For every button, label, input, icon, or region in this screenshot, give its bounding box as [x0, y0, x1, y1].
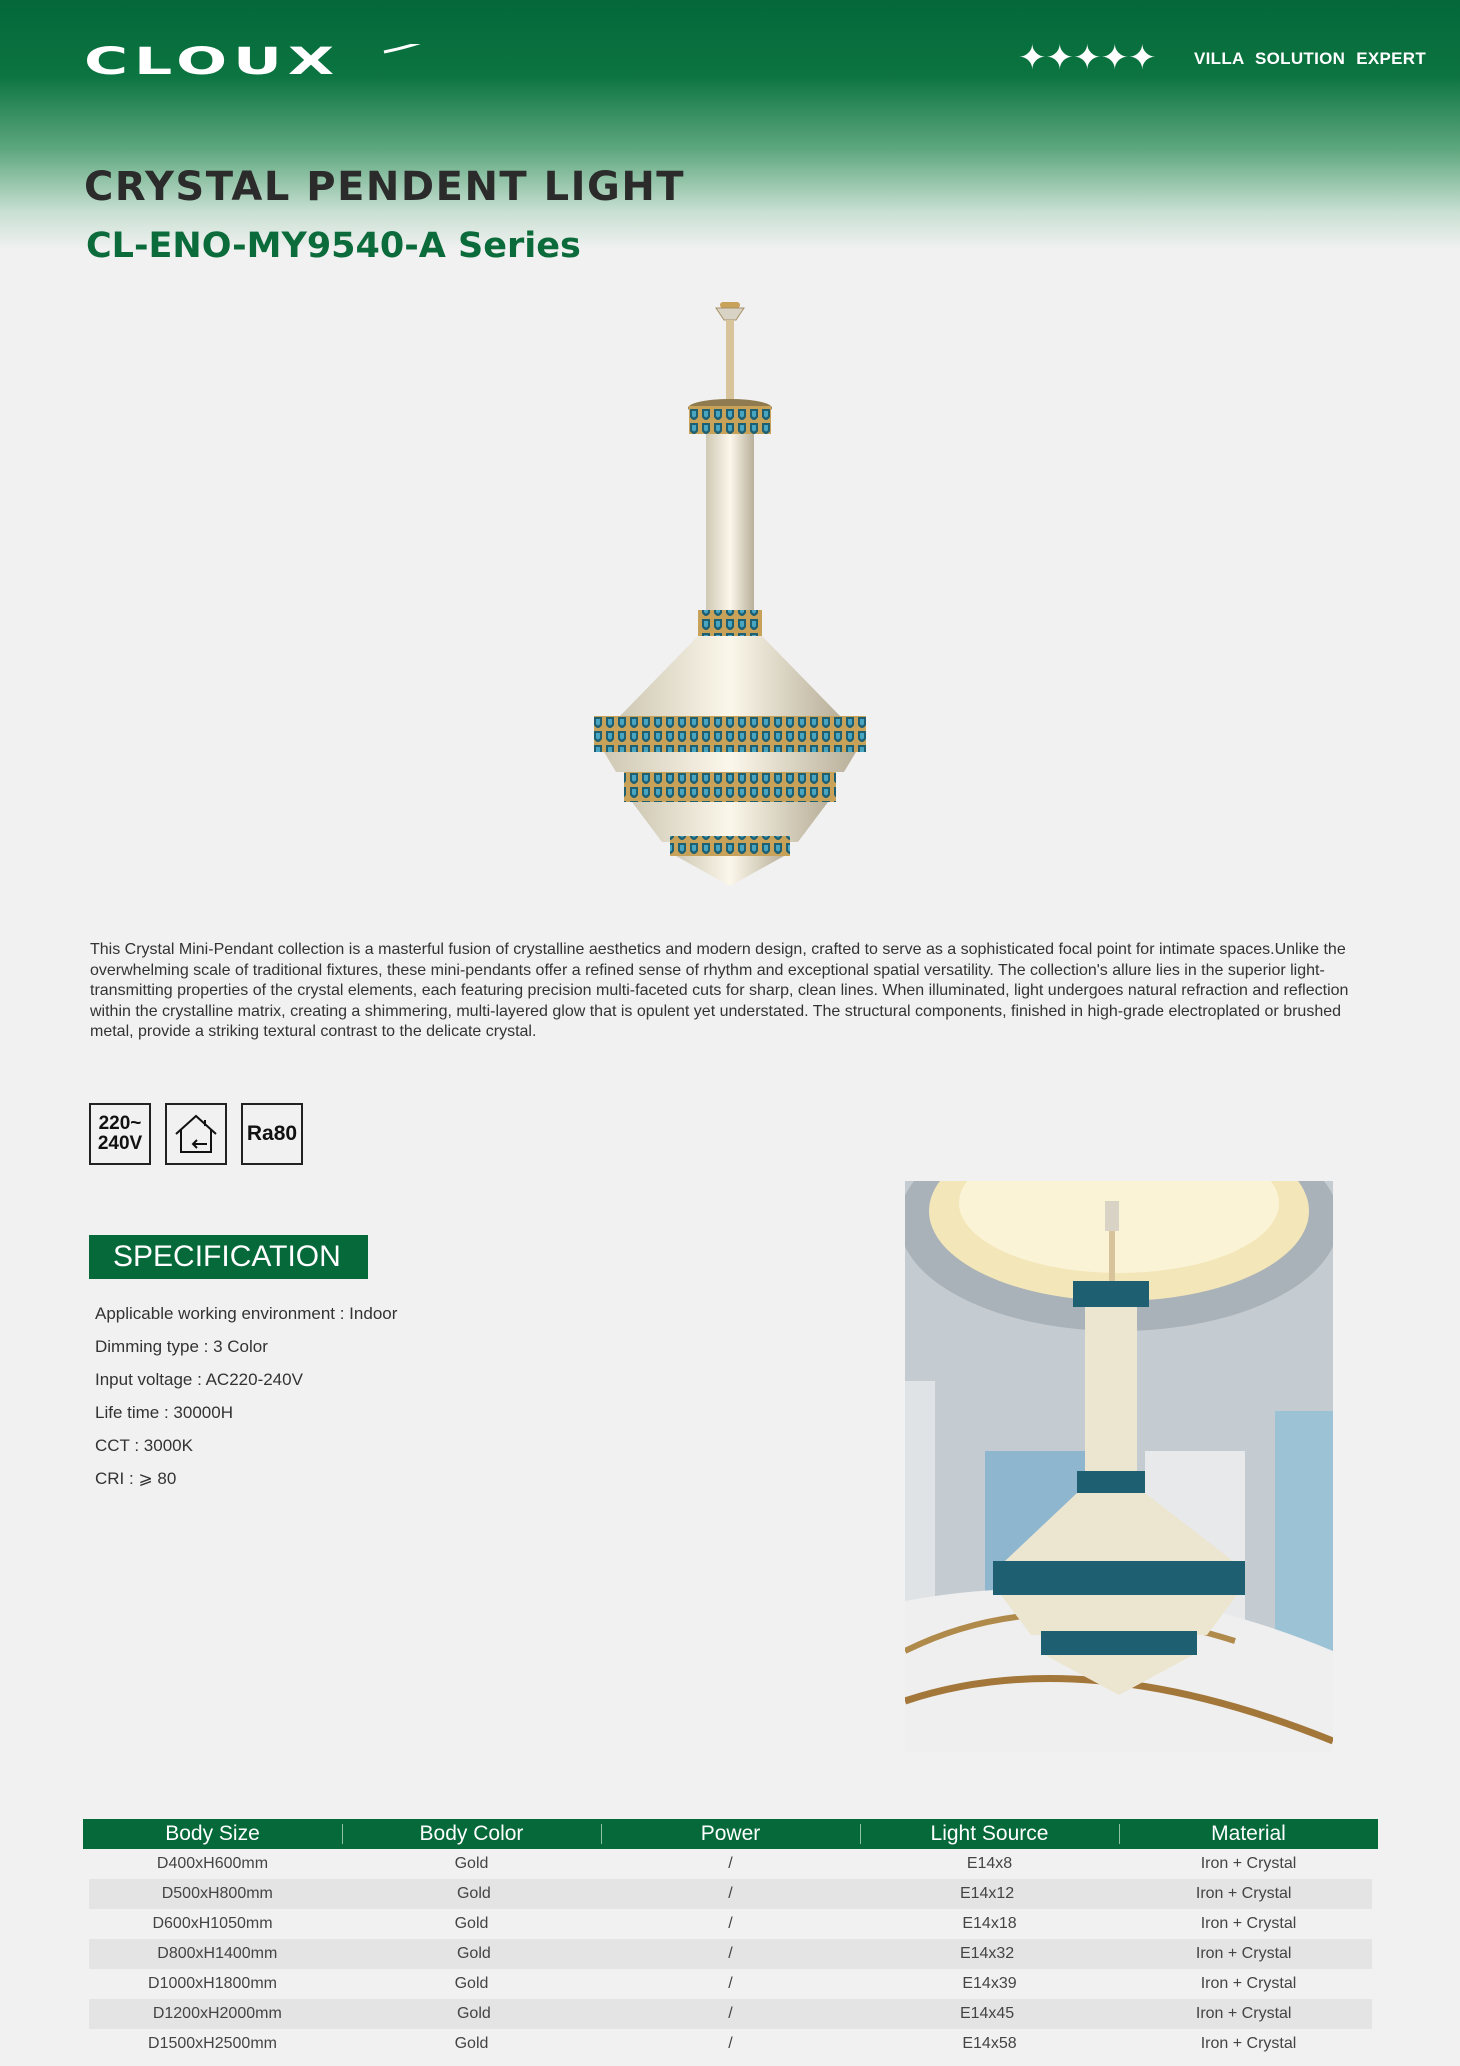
col-light-source: Light Source — [860, 1819, 1119, 1849]
spec-item: Dimming type : 3 Color — [95, 1337, 268, 1356]
cell-body-size: D1500xH2500mm — [148, 2035, 277, 2052]
col-material: Material — [1119, 1819, 1378, 1849]
cell-material: Iron + Crystal — [1200, 1975, 1297, 1992]
table-row — [83, 1969, 1378, 1999]
cell-light-source: E14x58 — [962, 2035, 1017, 2052]
col-power: Power — [601, 1819, 860, 1849]
cell-body-size: D1200xH2000mm — [152, 2005, 282, 2022]
cell-power: / — [728, 1975, 733, 1992]
table-row — [83, 1849, 1378, 1879]
table-row — [89, 1999, 1372, 2029]
feature-icons — [89, 1103, 303, 1165]
cell-material: Iron + Crystal — [1200, 1855, 1297, 1872]
voltage-badge — [89, 1103, 151, 1165]
voltage-line-1: 220~ — [98, 1113, 142, 1134]
product-title: CRYSTAL PENDENT LIGHT — [84, 164, 686, 210]
cell-body-color: Gold — [456, 1885, 491, 1902]
spec-item: Input voltage : AC220-240V — [95, 1370, 303, 1389]
cell-body-color: Gold — [456, 1945, 491, 1962]
cell-body-size: D1000xH1800mm — [148, 1975, 277, 1992]
cri-badge — [241, 1103, 303, 1165]
table-row — [89, 1879, 1372, 1909]
brand-logo — [84, 39, 436, 100]
specification-list — [95, 1303, 397, 1501]
col-body-size: Body Size — [165, 1822, 260, 1845]
cell-power: / — [728, 1945, 733, 1962]
specification-heading: SPECIFICATION — [89, 1235, 368, 1279]
cell-power: / — [728, 1915, 733, 1932]
cell-material: Iron + Crystal — [1195, 1885, 1292, 1902]
table-row — [83, 2029, 1378, 2059]
cell-power: / — [728, 2035, 733, 2052]
cell-body-size: D800xH1400mm — [157, 1945, 278, 1962]
cell-body-color: Gold — [456, 2005, 491, 2022]
indoor-house-icon — [165, 1103, 227, 1165]
cell-body-color: Gold — [454, 2035, 489, 2052]
cell-light-source: E14x32 — [959, 1945, 1015, 1962]
product-description: This Crystal Mini-Pendant collection is a masterful fusion of crystalline aesthetics and modern design, crafted to serve as a sophisticated focal point for intimate spaces.Unlike the overwhelming scale of traditional fixtures, these mini-pendants offer a refined sense of rhythm and exceptional spatial versatility. The collection's allure lies in the superior light-transmitting properties of the crystal elements, each featuring precision multi-faceted cuts for sharp, clean lines. When illuminated, light undergoes natural refraction and reflection within the crystalline matrix, creating a shimmering, multi-layered glow that is opulent yet understated. The structural components, finished in high-grade electroplated or brushed metal, provide a striking textural contrast to the delicate crystal. — [90, 941, 1349, 1040]
installation-scene-image — [905, 1181, 1333, 1752]
spec-item: Applicable working environment : Indoor — [95, 1304, 398, 1323]
cell-material: Iron + Crystal — [1195, 2005, 1292, 2022]
chandelier-product-image — [580, 296, 880, 890]
cell-body-color: Gold — [454, 1915, 489, 1932]
cell-light-source: E14x39 — [962, 1975, 1017, 1992]
cell-material: Iron + Crystal — [1200, 1915, 1297, 1932]
product-series: CL-ENO-MY9540-A Series — [86, 226, 581, 266]
col-body-color: Body Color — [342, 1819, 601, 1849]
cell-body-size: D600xH1050mm — [152, 1915, 273, 1932]
voltage-line-2: 240V — [97, 1133, 143, 1154]
rating-stars-icon: ✦✦✦✦✦ — [1018, 38, 1156, 78]
cell-light-source: E14x18 — [962, 1915, 1017, 1932]
cell-power: / — [728, 2005, 733, 2022]
cell-material: Iron + Crystal — [1200, 2035, 1297, 2052]
spec-item: CRI : ⩾ 80 — [95, 1469, 177, 1488]
cell-body-size: D400xH600mm — [156, 1855, 269, 1872]
spec-item: CCT : 3000K — [95, 1436, 193, 1455]
cell-light-source: E14x8 — [966, 1855, 1013, 1872]
logo-swoosh-icon — [84, 39, 436, 100]
cell-power: / — [728, 1885, 733, 1902]
brand-tagline: VILLA SOLUTION EXPERT — [1194, 49, 1427, 68]
cell-light-source: E14x12 — [959, 1885, 1015, 1902]
model-table — [83, 1819, 1378, 2059]
cell-body-color: Gold — [454, 1975, 489, 1992]
cell-power: / — [728, 1855, 733, 1872]
cell-light-source: E14x45 — [959, 2005, 1015, 2022]
table-row — [83, 1909, 1378, 1939]
header-band — [0, 0, 1460, 250]
cri-badge-label: Ra80 — [246, 1122, 298, 1145]
logo-wordmark: CLOUX — [84, 39, 341, 84]
table-header — [83, 1819, 1378, 1849]
cell-body-color: Gold — [454, 1855, 489, 1872]
cell-material: Iron + Crystal — [1195, 1945, 1292, 1962]
spec-item: Life time : 30000H — [95, 1403, 233, 1422]
cell-body-size: D500xH800mm — [161, 1885, 273, 1902]
table-row — [89, 1939, 1372, 1969]
